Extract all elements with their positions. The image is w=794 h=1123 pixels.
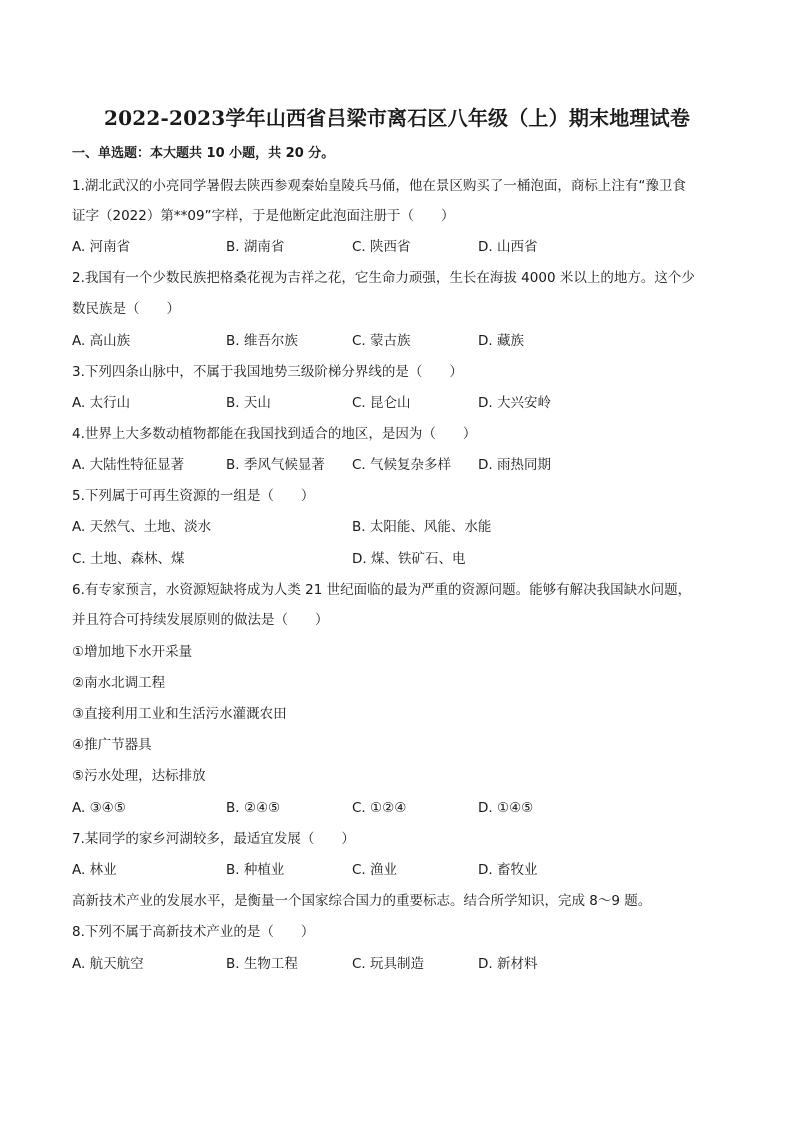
option-a: A. ③④⑤: [72, 800, 126, 816]
option-c: C. 昆仑山: [352, 395, 411, 411]
option-d: D. 藏族: [478, 333, 524, 349]
option-b: B. 天山: [226, 395, 271, 411]
option-b: B. 湖南省: [226, 239, 285, 255]
question-1-options: [72, 237, 722, 257]
option-b: B. 种植业: [226, 862, 285, 878]
option-c: C. ①②④: [352, 800, 407, 816]
question-2-text-line2: 数民族是（ ）: [72, 301, 180, 317]
option-d: D. 煤、铁矿石、电: [352, 551, 466, 567]
option-d: D. 山西省: [478, 239, 538, 255]
option-c: C. 玩具制造: [352, 956, 425, 972]
question-6-options: [72, 798, 722, 818]
option-b: B. ②④⑤: [226, 800, 281, 816]
question-6-item-3: ③直接利用工业和生活污水灌溉农田: [72, 706, 287, 722]
option-d: D. ①④⑤: [478, 800, 534, 816]
option-d: D. 雨热同期: [478, 457, 551, 473]
option-b: B. 季风气候显著: [226, 457, 325, 473]
option-b: B. 生物工程: [226, 956, 298, 972]
question-2-options: [72, 331, 722, 351]
option-c: C. 蒙古族: [352, 333, 411, 349]
question-5-options-row1: [72, 517, 722, 537]
option-c: C. 气候复杂多样: [352, 457, 452, 473]
option-a: A. 大陆性特征显著: [72, 457, 185, 473]
option-a: A. 林业: [72, 862, 117, 878]
option-c: C. 土地、森林、煤: [72, 551, 185, 567]
question-6-item-1: ①增加地下水开采量: [72, 644, 193, 660]
option-c: C. 渔业: [352, 862, 398, 878]
option-d: D. 新材料: [478, 956, 538, 972]
question-2-text-line1: 2.我国有一个少数民族把格桑花视为吉祥之花，它生命力顽强，生长在海拔 4000 米以上的地方。这个少: [72, 270, 695, 286]
option-b: B. 太阳能、风能、水能: [352, 519, 492, 535]
question-8-text: 8.下列不属于高新技术产业的是（ ）: [72, 924, 315, 940]
question-1-text-line2: 证字（2022）第**09”字样，于是他断定此泡面注册于（ ）: [72, 208, 455, 224]
question-4-text: 4.世界上大多数动植物都能在我国找到适合的地区，是因为（ ）: [72, 426, 477, 442]
option-a: A. 河南省: [72, 239, 131, 255]
option-a: A. 高山族: [72, 333, 131, 349]
question-8-options: [72, 954, 722, 974]
question-7-text: 7.某同学的家乡河湖较多，最适宜发展（ ）: [72, 831, 355, 847]
question-5-text: 5.下列属于可再生资源的一组是（ ）: [72, 488, 315, 504]
option-c: C. 陕西省: [352, 239, 411, 255]
question-5-options-row2: [72, 549, 722, 569]
option-b: B. 维吾尔族: [226, 333, 298, 349]
question-7-options: [72, 860, 722, 880]
question-6-text-line2: 并且符合可持续发展原则的做法是（ ）: [72, 612, 329, 628]
option-a: A. 天然气、土地、淡水: [72, 519, 212, 535]
question-6-item-5: ⑤污水处理，达标排放: [72, 768, 206, 784]
option-a: A. 航天航空: [72, 956, 144, 972]
reading-passage: 高新技术产业的发展水平，是衡量一个国家综合国力的重要标志。结合所学知识，完成 8～9 题。: [72, 893, 652, 909]
question-3-text: 3.下列四条山脉中，不属于我国地势三级阶梯分界线的是（ ）: [72, 364, 463, 380]
question-3-options: [72, 393, 722, 413]
question-6-item-2: ②南水北调工程: [72, 675, 166, 691]
section-heading: 一、单选题：本大题共 10 小题，共 20 分。: [72, 146, 335, 161]
question-1-text-line1: 1.湖北武汉的小亮同学暑假去陕西参观秦始皇陵兵马俑，他在景区购买了一桶泡面，商标上注有“豫卫食: [72, 178, 686, 194]
option-d: D. 大兴安岭: [478, 395, 551, 411]
question-6-item-4: ④推广节器具: [72, 737, 152, 753]
question-6-text-line1: 6.有专家预言，水资源短缺将成为人类 21 世纪面临的最为严重的资源问题。能够有解决我国缺水问题，: [72, 582, 692, 598]
question-4-options: [72, 455, 722, 475]
option-a: A. 太行山: [72, 395, 131, 411]
option-d: D. 畜牧业: [478, 862, 538, 878]
exam-title: 2022-2023学年山西省吕梁市离石区八年级（上）期末地理试卷: [103, 106, 691, 130]
